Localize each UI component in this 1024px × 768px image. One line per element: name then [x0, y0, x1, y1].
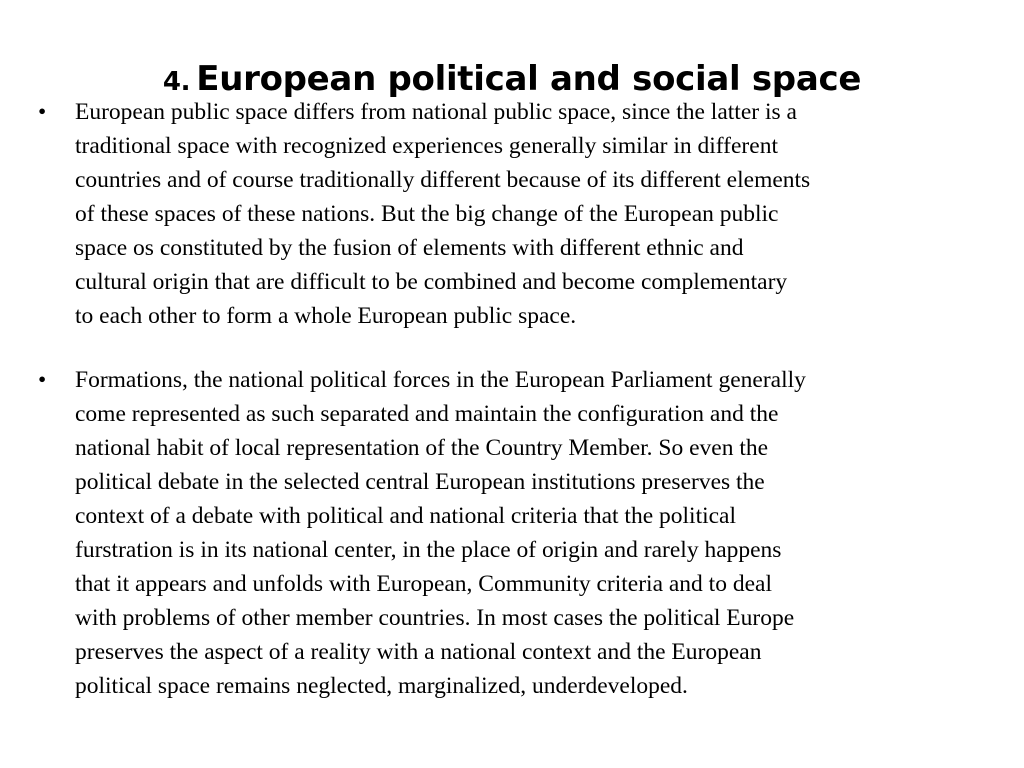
bullet-marker: •: [38, 99, 47, 125]
title-number: 4.: [162, 66, 191, 97]
bullet-2-line-5: context of a debate with political and national criteria that the political: [75, 503, 737, 529]
bullet-1-line-7: to each other to form a whole European public space.: [75, 303, 577, 329]
bullet-2-line-7: that it appears and unfolds with European, Community criteria and to deal: [75, 571, 772, 597]
bullet-2-line-6: furstration is in its national center, in the place of origin and rarely happens: [75, 537, 782, 563]
title-text: European political and social space: [196, 58, 862, 99]
bullet-marker: •: [38, 367, 47, 393]
bullet-1-line-3: countries and of course traditionally different because of its different elements: [75, 167, 811, 193]
bullet-1-line-4: of these spaces of these nations. But the big change of the European public: [75, 201, 779, 227]
bullet-2-line-10: political space remains neglected, marginalized, underdeveloped.: [75, 673, 688, 699]
bullet-item-2: [38, 363, 973, 703]
bullet-1-line-2: traditional space with recognized experiences generally similar in different: [75, 133, 778, 159]
bullet-2-line-2: come represented as such separated and maintain the configuration and the: [75, 401, 779, 427]
bullet-1-line-1: European public space differs from national public space, since the latter is a: [75, 99, 797, 125]
bullet-1-line-6: cultural origin that are difficult to be combined and become complementary: [75, 269, 788, 295]
bullet-2-line-9: preserves the aspect of a reality with a national context and the European: [75, 639, 762, 665]
bullet-2-line-3: national habit of local representation of the Country Member. So even the: [75, 435, 769, 461]
bullet-2-line-4: political debate in the selected central European institutions preserves the: [75, 469, 765, 495]
bullet-2-line-8: with problems of other member countries. In most cases the political Europe: [75, 605, 795, 631]
bullet-item-1: [38, 95, 973, 333]
bullet-list: [38, 95, 973, 703]
bullet-2-line-1: Formations, the national political forces in the European Parliament generally: [75, 367, 806, 393]
bullet-1-line-5: space os constituted by the fusion of elements with different ethnic and: [75, 235, 744, 261]
